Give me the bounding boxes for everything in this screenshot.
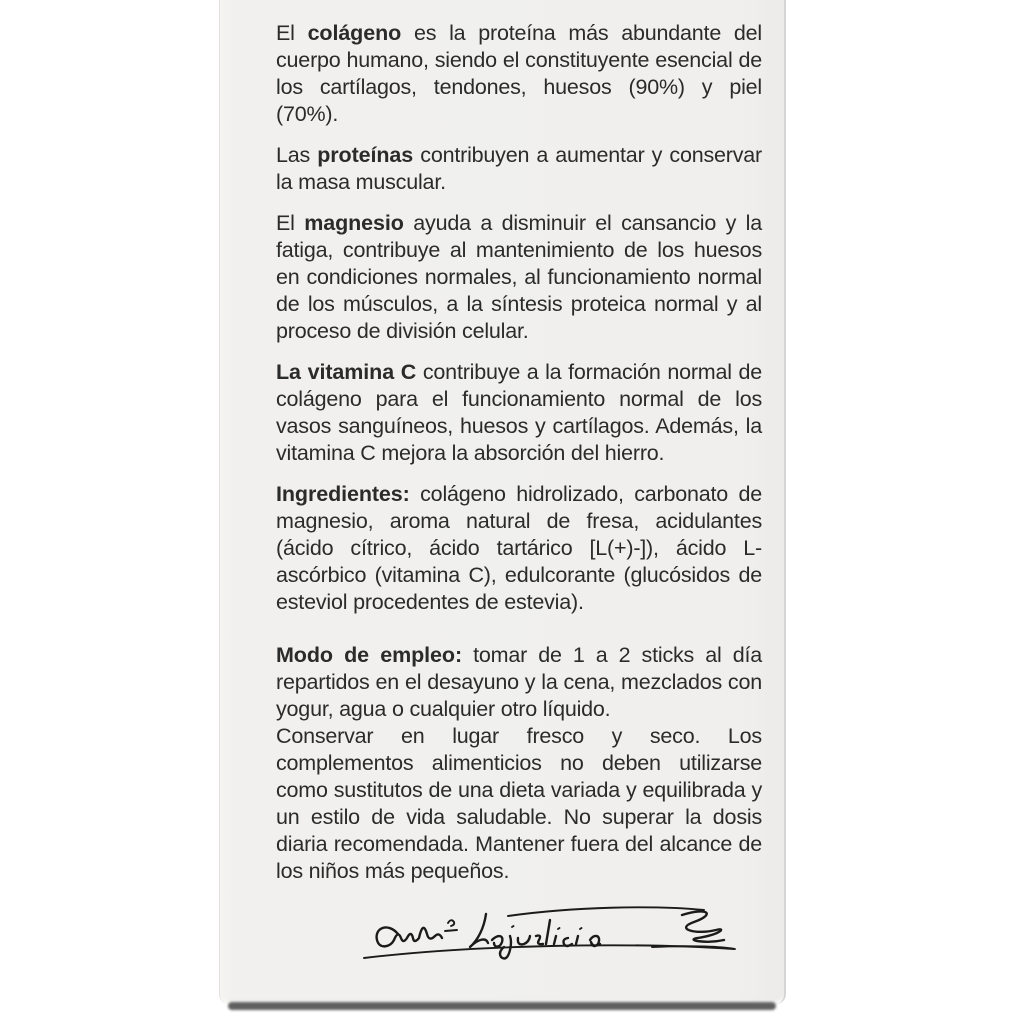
label-term-bold: Ingredientes: (276, 482, 410, 506)
paragraph (276, 359, 762, 467)
label-term-bold: magnesio (304, 211, 404, 235)
label-text-run: contribuye a la formación normal de colágeno para el funcionamiento normal de los vasos sanguíneos, huesos y cartílagos. Además, la vitamina C mejora la absorción del hierro. (276, 360, 762, 465)
paragraph (276, 142, 762, 196)
paragraph (276, 723, 762, 885)
label-text-run: ayuda a disminuir el cansancio y la fatiga, contribuye al mantenimiento de los huesos en condiciones normales, al funcionamiento normal de los músculos, a la síntesis proteica normal y al proceso de división celular. (276, 211, 763, 343)
label-text-run: es la proteína más abundante del cuerpo humano, siendo el constituyente esencial de los cartílagos, tendones, huesos (90%) y piel (70%). (276, 21, 763, 126)
label-text-run: El (276, 211, 305, 235)
label-text-run: contribuyen a aumentar y conservar la masa muscular. (276, 143, 762, 194)
paragraph (276, 210, 762, 345)
paragraph (276, 481, 762, 616)
signature-icon (352, 894, 750, 972)
label-text-run: tomar de 1 a 2 sticks al día repartidos en el desayuno y la cena, mezclados con yogur, agua o cualquier otro líquido. (276, 643, 762, 721)
label-text (276, 20, 762, 899)
label-term-bold: proteínas (317, 143, 414, 167)
label-term-bold: colágeno (307, 21, 402, 45)
label-term-bold: La vitamina C (276, 360, 417, 384)
label-text-run: Las (276, 143, 318, 167)
label-term-bold: Modo de empleo: (276, 643, 462, 667)
label-text-run: colágeno hidrolizado, carbonato de magnesio, aroma natural de fresa, acidulantes (ácido cítrico, ácido tartárico [L(+)-]), ácido L-ascórbico (vitamina C), edulcorante (glucósidos de esteviol procedentes de estevia). (276, 482, 762, 614)
label-text-run: Conservar en lugar fresco y seco. Los complementos alimenticios no deben utilizarse como sustitutos de una dieta variada y equilibrada y un estilo de vida saludable. No superar la dosis diaria recomendada. Mantener fuera del alcance de los niños más pequeños. (276, 724, 762, 883)
package-back-panel (219, 0, 786, 1004)
label-text-run: El (276, 21, 308, 45)
package-shadow (228, 1002, 776, 1010)
paragraph (276, 20, 762, 128)
paragraph (276, 642, 762, 723)
